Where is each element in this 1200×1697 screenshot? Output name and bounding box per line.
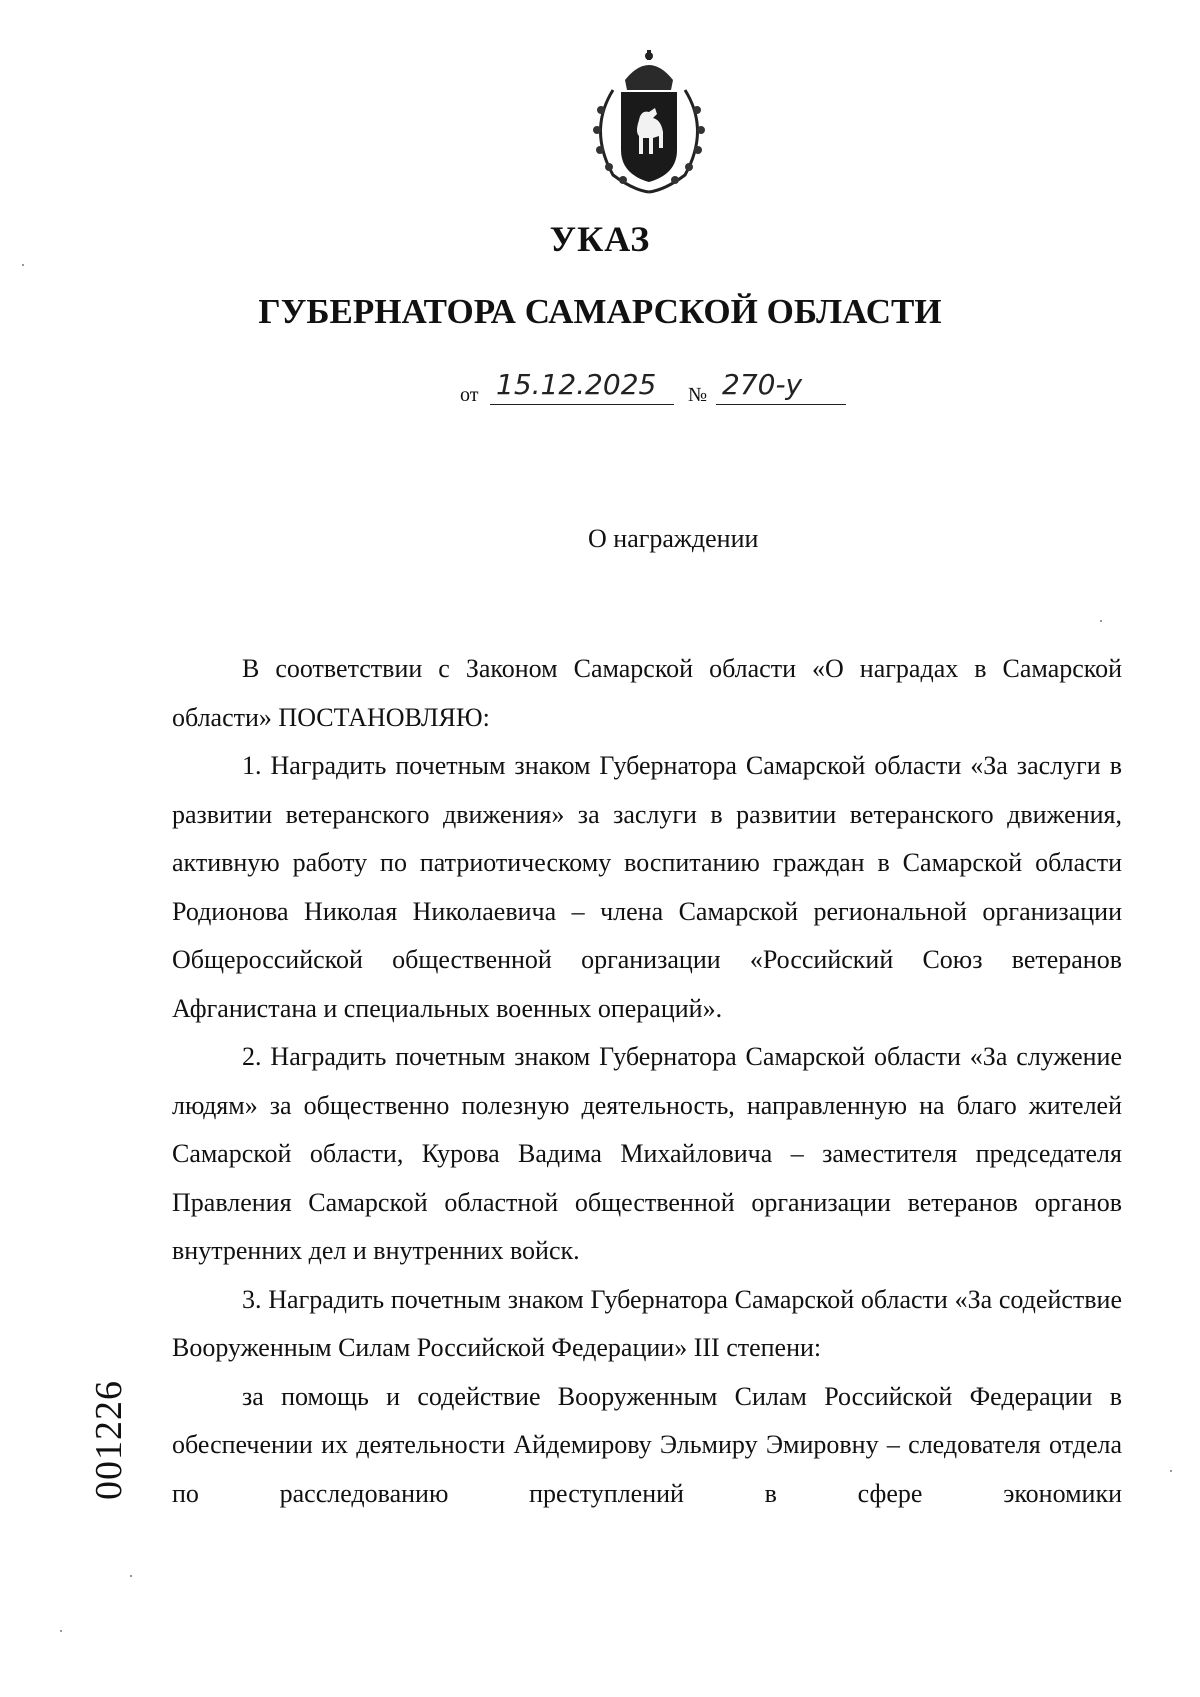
coat-of-arms-icon bbox=[583, 50, 715, 200]
paragraph-item-3: 3. Наградить почетным знаком Губернатора Самарской области «За содействие Вооруженным Силам Российской Федерации» III степени: bbox=[172, 1284, 1122, 1362]
paragraph-item-3-detail: за помощь и содействие Вооруженным Силам Российской Федерации в обеспечении их деятельности Айдемирову Эльмиру Эмировну – следователя отдела по расследованию преступлений в сфере экономики bbox=[172, 1381, 1122, 1508]
paragraph-item-2: 2. Наградить почетным знаком Губернатора Самарской области «За служение людям» за общественно полезную деятельность, направленную на благо жителей Самарской области, Курова Вадима Михайловича – заместителя председателя Правления Самарской областной общественной организации ветеранов органов внутренних дел и внутренних войск. bbox=[172, 1042, 1122, 1265]
scan-speck bbox=[1170, 1470, 1172, 1472]
paragraph-preamble: В соответствии с Законом Самарской области «О наградах в Самарской области» ПОСТАНОВЛЯЮ: bbox=[172, 654, 1122, 732]
scan-speck bbox=[60, 1630, 62, 1632]
number-prefix: № bbox=[688, 384, 708, 406]
document-subtitle: ГУБЕРНАТОРА САМАРСКОЙ ОБЛАСТИ bbox=[258, 292, 942, 331]
side-serial-number: 001226 bbox=[88, 1380, 130, 1500]
scan-speck bbox=[1100, 620, 1102, 622]
document-title: УКАЗ bbox=[549, 219, 651, 259]
document-number: 270-у bbox=[716, 368, 846, 405]
scan-speck bbox=[130, 1575, 132, 1577]
scan-speck bbox=[22, 264, 24, 266]
paragraph-item-1: 1. Наградить почетным знаком Губернатора Самарской области «За заслуги в развитии ветеранского движения» за заслуги в развитии ветеранского движения, активную работу по патриотическому воспитанию граждан в Самарской области Родионова Николая Николаевича – члена Самарской региональной организации Общероссийской общественной организации «Российский Союз ветеранов Афганистана и специальных военных операций». bbox=[172, 751, 1122, 1023]
document-date: 15.12.2025 bbox=[490, 368, 674, 405]
date-number-line bbox=[460, 370, 860, 410]
document-body bbox=[172, 645, 1122, 1518]
document-subject: О награждении bbox=[588, 524, 759, 553]
date-prefix: от bbox=[460, 384, 479, 406]
